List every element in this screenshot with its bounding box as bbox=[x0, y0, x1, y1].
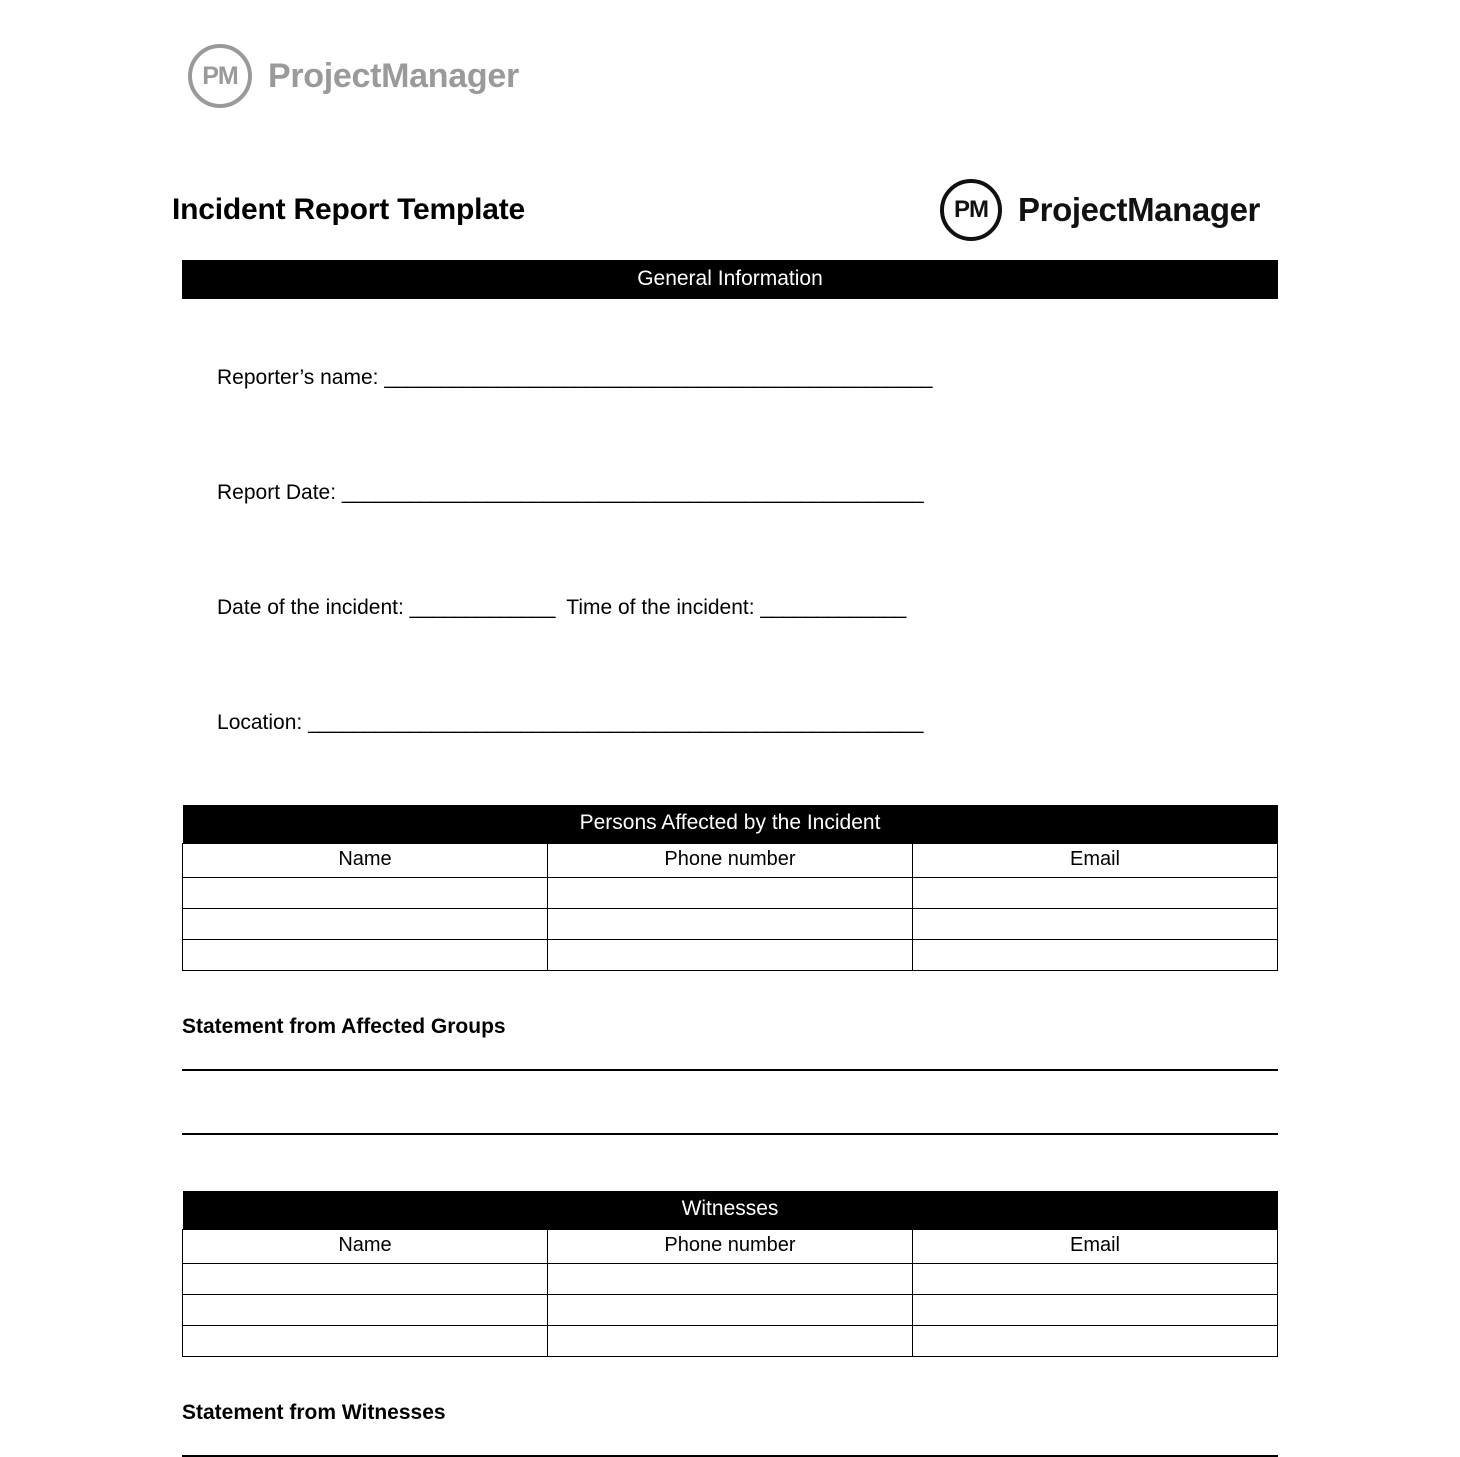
document-title-row bbox=[0, 160, 1460, 260]
page-title: Incident Report Template bbox=[172, 193, 526, 226]
cell-phone[interactable] bbox=[548, 1326, 913, 1357]
field-blank-line-time[interactable]: _____________ bbox=[760, 595, 906, 619]
section-header-general-information: General Information bbox=[182, 260, 1278, 299]
cell-phone[interactable] bbox=[548, 909, 913, 940]
cell-name[interactable] bbox=[183, 940, 548, 971]
cell-name[interactable] bbox=[183, 1326, 548, 1357]
cell-name[interactable] bbox=[183, 1295, 548, 1326]
column-header-phone: Phone number bbox=[548, 1230, 913, 1264]
cell-phone[interactable] bbox=[548, 878, 913, 909]
write-in-line[interactable] bbox=[182, 1069, 1278, 1071]
field-reporter-name bbox=[182, 335, 1278, 420]
field-label: Date of the incident: bbox=[217, 595, 410, 619]
table-row bbox=[183, 878, 1278, 909]
table-column-header-row bbox=[183, 844, 1278, 878]
field-report-date bbox=[182, 450, 1278, 535]
cell-email[interactable] bbox=[913, 878, 1278, 909]
cell-name[interactable] bbox=[183, 1264, 548, 1295]
field-label: Report Date: bbox=[217, 480, 342, 504]
table-row bbox=[183, 909, 1278, 940]
column-header-name: Name bbox=[183, 1230, 548, 1264]
cell-phone[interactable] bbox=[548, 1264, 913, 1295]
document-content bbox=[0, 260, 1460, 1457]
projectmanager-logo-icon bbox=[940, 179, 1002, 241]
projectmanager-logo-icon bbox=[188, 44, 252, 108]
cell-email[interactable] bbox=[913, 940, 1278, 971]
cell-name[interactable] bbox=[183, 878, 548, 909]
document-sheet bbox=[0, 160, 1460, 1457]
section-header-persons-affected: Persons Affected by the Incident bbox=[183, 805, 1278, 844]
table-column-header-row bbox=[183, 1230, 1278, 1264]
field-label-time: Time of the incident: bbox=[554, 595, 761, 619]
field-location bbox=[182, 680, 1278, 765]
column-header-email: Email bbox=[913, 1230, 1278, 1264]
field-blank-line-date[interactable]: _____________ bbox=[409, 595, 555, 619]
persons-affected-table bbox=[182, 805, 1278, 971]
logo-mark-text: PM bbox=[202, 61, 238, 90]
field-blank-line[interactable]: _________________________________________________ bbox=[384, 365, 933, 389]
field-blank-line[interactable]: ____________________________________________________ bbox=[341, 480, 924, 504]
cell-email[interactable] bbox=[913, 1264, 1278, 1295]
column-header-email: Email bbox=[913, 844, 1278, 878]
field-blank-line[interactable]: _______________________________________________________ bbox=[308, 710, 923, 734]
field-label: Reporter’s name: bbox=[217, 365, 385, 389]
brand-name: ProjectManager bbox=[268, 56, 519, 95]
column-header-phone: Phone number bbox=[548, 844, 913, 878]
field-label: Location: bbox=[217, 710, 309, 734]
field-incident-date-time bbox=[182, 565, 1278, 650]
cell-phone[interactable] bbox=[548, 940, 913, 971]
table-row bbox=[183, 940, 1278, 971]
table-bar-header-row bbox=[183, 1191, 1278, 1230]
cell-phone[interactable] bbox=[548, 1295, 913, 1326]
brand-name: ProjectManager bbox=[1018, 191, 1260, 228]
table-row bbox=[183, 1295, 1278, 1326]
heading-statement-affected-groups: Statement from Affected Groups bbox=[182, 1015, 506, 1039]
heading-statement-witnesses: Statement from Witnesses bbox=[182, 1401, 446, 1425]
table-row bbox=[183, 1326, 1278, 1357]
section-header-witnesses: Witnesses bbox=[183, 1191, 1278, 1230]
document-brand-lockup bbox=[940, 179, 1260, 241]
cell-email[interactable] bbox=[913, 1295, 1278, 1326]
logo-mark-text: PM bbox=[954, 196, 989, 223]
app-brand-header bbox=[188, 44, 519, 108]
column-header-name: Name bbox=[183, 844, 548, 878]
cell-email[interactable] bbox=[913, 1326, 1278, 1357]
table-row bbox=[183, 1264, 1278, 1295]
table-bar-header-row bbox=[183, 805, 1278, 844]
cell-email[interactable] bbox=[913, 909, 1278, 940]
witnesses-table bbox=[182, 1191, 1278, 1357]
cell-name[interactable] bbox=[183, 909, 548, 940]
